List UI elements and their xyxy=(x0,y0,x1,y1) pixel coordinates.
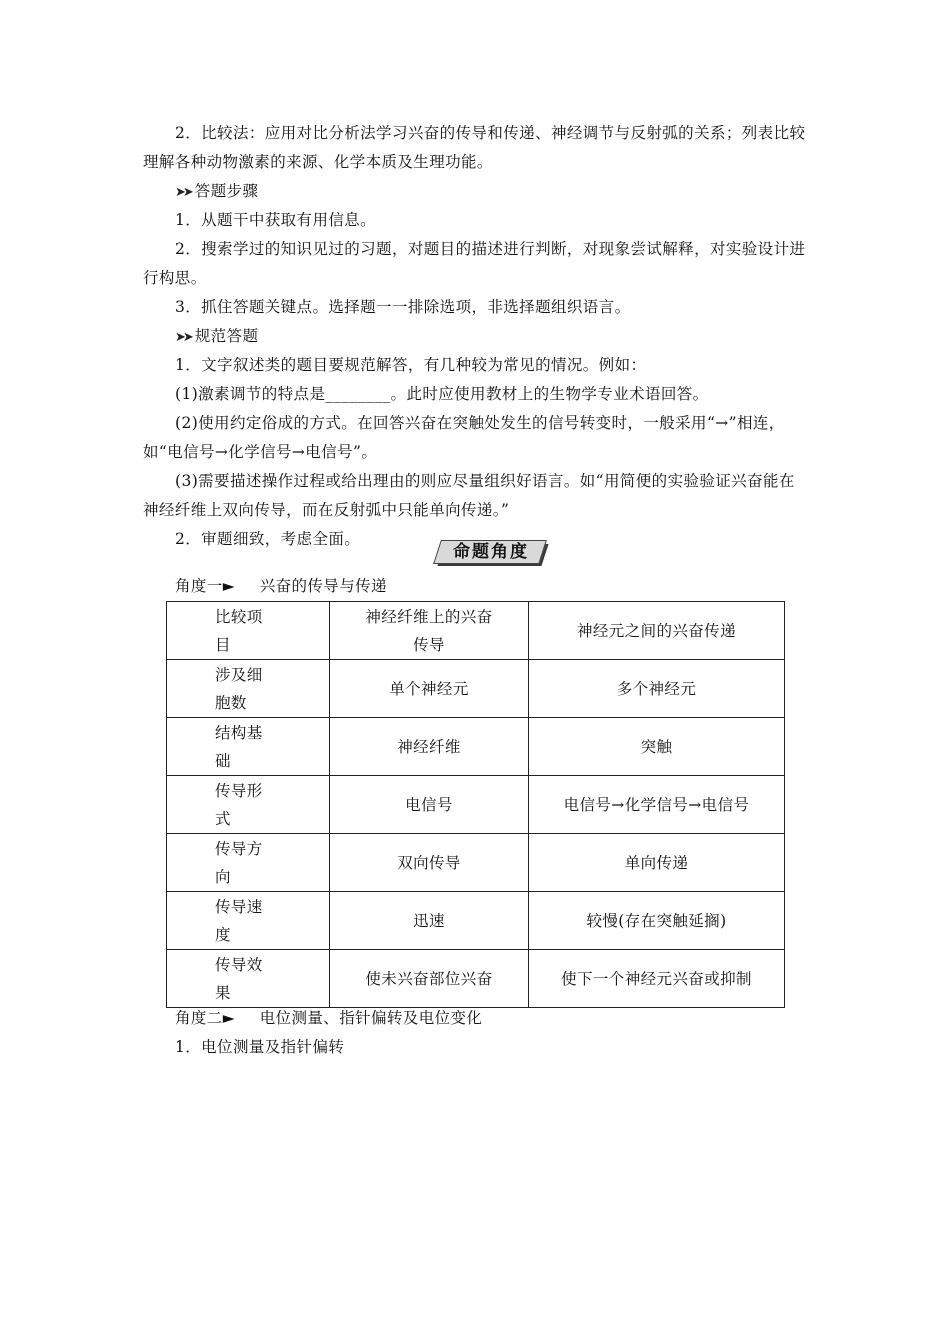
table-cell: 结构基础 xyxy=(215,723,263,770)
table-cell: 神经纤维上的兴奋传导 xyxy=(365,607,493,654)
angle-2-label: 角度二► xyxy=(175,1009,236,1027)
table-row xyxy=(167,950,785,1008)
angle-2-title: 电位测量、指针偏转及电位变化 xyxy=(259,1009,483,1027)
table-row xyxy=(167,834,785,892)
section-banner-text: 命题角度 xyxy=(453,542,529,562)
table-cell: 电信号 xyxy=(405,795,453,814)
heading-answer-steps xyxy=(175,177,258,207)
table-cell: 传导方向 xyxy=(215,839,263,886)
norm-2: 2．审题细致，考虑全面。 xyxy=(175,530,361,548)
angle-1-title: 兴奋的传导与传递 xyxy=(259,577,387,595)
heading-standard-answer xyxy=(175,322,258,352)
heading-standard-answer-text: 规范答题 xyxy=(194,327,259,345)
table-cell: 比较项目 xyxy=(215,607,263,654)
table-cell: 神经元之间的兴奋传递 xyxy=(529,602,785,660)
table-cell: 双向传导 xyxy=(397,853,461,872)
table-header-row xyxy=(167,602,785,660)
table-row xyxy=(167,660,785,718)
angle-1-label: 角度一► xyxy=(175,577,236,595)
table-row xyxy=(167,718,785,776)
angle-1-heading xyxy=(175,572,387,601)
table-cell: 传导效果 xyxy=(215,955,263,1002)
double-chevron-icon: ➤➤ xyxy=(175,330,191,345)
norm-1b: (2)使用约定俗成的方式。在回答兴奋在突触处发生的信号转变时，一般采用“→”相连，如“电信号→化学信号→电信号”。 xyxy=(143,414,785,461)
table-cell: 使下一个神经元兴奋或抑制 xyxy=(529,950,785,1008)
table-cell: 多个神经元 xyxy=(529,660,785,718)
step-1: 1．从题干中获取有用信息。 xyxy=(175,211,377,229)
table-cell: 单向传递 xyxy=(529,834,785,892)
double-chevron-icon: ➤➤ xyxy=(175,185,191,200)
table-cell: 电信号→化学信号→电信号 xyxy=(529,776,785,834)
angle-2-heading xyxy=(175,1004,482,1033)
norm-1a: (1)激素调节的特点是________。此时应使用教材上的生物学专业术语回答。 xyxy=(175,385,709,403)
table-cell: 突触 xyxy=(529,718,785,776)
step-2: 2．搜索学过的知识见过的习题，对题目的描述进行判断，对现象尝试解释，对实验设计进行构思。 xyxy=(143,240,806,287)
sub-heading-1: 1．电位测量及指针偏转 xyxy=(175,1038,345,1056)
table-cell: 传导速度 xyxy=(215,897,263,944)
table-row xyxy=(167,776,785,834)
norm-1c: (3)需要描述操作过程或给出理由的则应尽量组织好语言。如“用简便的实验验证兴奋能在神经纤维上双向传导，而在反射弧中只能单向传递。” xyxy=(143,472,795,519)
comparison-table xyxy=(166,601,785,1008)
table-cell: 传导形式 xyxy=(215,781,263,828)
table-row xyxy=(167,892,785,950)
table-cell: 迅速 xyxy=(413,911,445,930)
table-cell: 较慢(存在突触延搁) xyxy=(529,892,785,950)
section-banner xyxy=(437,540,545,566)
paragraph-comparison-method: 2．比较法：应用对比分析法学习兴奋的传导和传递、神经调节与反射弧的关系；列表比较理解各种动物激素的来源、化学本质及生理功能。 xyxy=(143,124,806,171)
heading-answer-steps-text: 答题步骤 xyxy=(194,182,259,200)
norm-1: 1．文字叙述类的题目要规范解答，有几种较为常见的情况。例如： xyxy=(175,356,647,374)
step-3: 3．抓住答题关键点。选择题一一排除选项，非选择题组织语言。 xyxy=(175,298,631,316)
table-cell: 神经纤维 xyxy=(397,737,461,756)
table-cell: 涉及细胞数 xyxy=(215,665,263,712)
table-cell: 使未兴奋部位兴奋 xyxy=(365,969,493,988)
table-cell: 单个神经元 xyxy=(389,679,469,698)
